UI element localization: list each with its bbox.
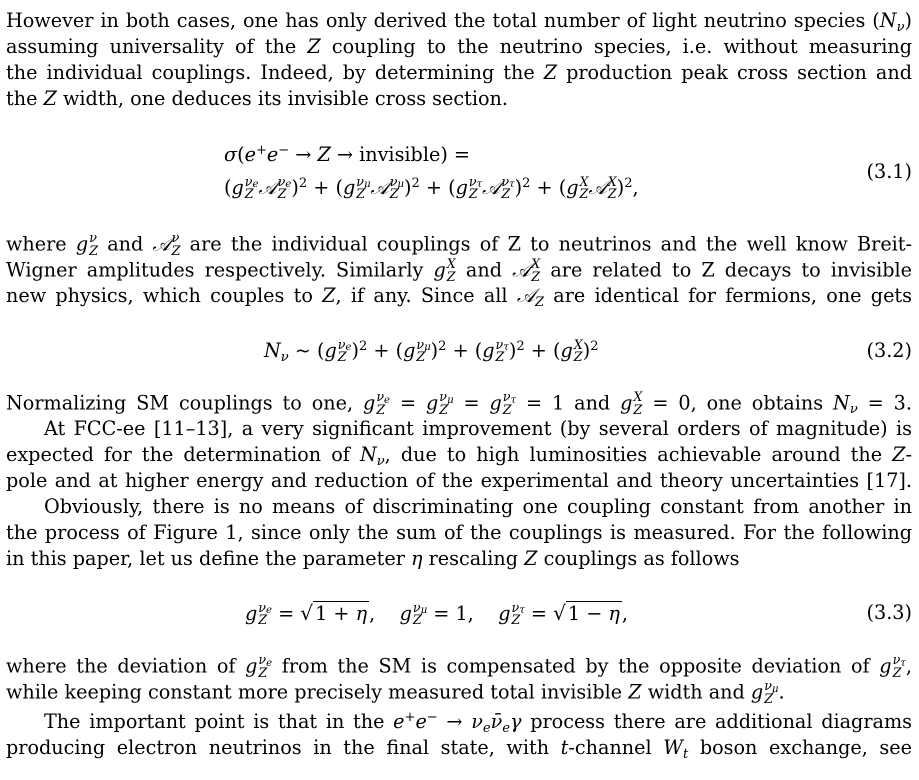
equation-number-3-2: (3.2) bbox=[866, 339, 912, 362]
equation-number-3-3: (3.3) bbox=[866, 601, 912, 624]
text-line: expected for the determination of $N_\nu$, due to high luminosities achievable around the Z- bbox=[6, 443, 912, 469]
text-line: where the deviation of g $\nu_e$ Z from the SM is compensated by the opposite deviation of g $\nu_\tau$ Z , bbox=[6, 652, 912, 681]
text-line: new physics, which couples to Z, if any. Since all 𝒜$_Z$ are identical for fermions, one gets bbox=[6, 284, 912, 310]
text-line: pole and at higher energy and reduction of the experimental and theory uncertainties [17]. bbox=[6, 469, 912, 492]
text-line: assuming universality of the Z coupling to the neutrino species, i.e. without measuring bbox=[6, 35, 912, 58]
equation-3-1-line-1: σ(e+e− → Z → invisible) = bbox=[224, 142, 470, 166]
text-line: while keeping constant more precisely measured total invisible Z width and g $\nu_\mu$ Z . bbox=[6, 678, 785, 707]
text-line: Wigner amplitudes respectively. Similarly g X Z and 𝒜 X Z are related to Z decays to invisible bbox=[6, 256, 912, 285]
equation-3-1-line-2: (g $\nu_e$ Z 𝒜 $\nu_e$ Z )$^2$ + (g $\nu_\mu$ Z 𝒜 $\nu_\mu$ Z )$^2$ + (g $\nu_\tau$ Z 𝒜 $\nu_\tau$ Z )$^2$ + (g X Z 𝒜 X Z )$^2$, bbox=[224, 173, 639, 202]
text-line: The important point is that in the $e^+e^- \to \nu_e\nū_e\gamma$ process there are additional diagrams bbox=[44, 709, 912, 736]
text-line: Normalizing SM couplings to one, g $\nu_e$ Z = g $\nu_\mu$ Z = g $\nu_\tau$ Z = 1 and g X Z = 0, one obtains $N_\nu = 3$. bbox=[6, 389, 912, 418]
text-line: the process of Figure 1, since only the sum of the couplings is measured. For the following bbox=[6, 521, 912, 544]
equation-3-3: g $\nu_e$ Z = √ 1 + η , g $\nu_\mu$ Z = 1, g $\nu_\tau$ Z = √ 1 − η , bbox=[245, 599, 629, 628]
text-line: However in both cases, one has only derived the total number of light neutrino species $(N_\nu)$ bbox=[6, 9, 912, 35]
equation-3-2: $N_\nu$ ∼ (g $\nu_e$ Z )$^2$ + (g $\nu_\mu$ Z )$^2$ + (g $\nu_\tau$ Z )$^2$ + (g X Z )$^2$ bbox=[264, 336, 599, 365]
text-line: the individual couplings. Indeed, by determining the Z production peak cross section and bbox=[6, 61, 912, 84]
text-line: where g ν Z and 𝒜 ν Z are the individual couplings of Z to neutrinos and the well know Breit- bbox=[6, 230, 913, 259]
text-line: producing electron neutrinos in the final state, with t-channel $W_t$ boson exchange, see bbox=[6, 736, 912, 762]
text-line: Obviously, there is no means of discriminating one coupling constant from another in bbox=[44, 495, 912, 518]
text-line: in this paper, let us define the parameter η rescaling Z couplings as follows bbox=[6, 547, 740, 570]
equation-number-3-1: (3.1) bbox=[866, 160, 912, 183]
text-line: At FCC-ee [11–13], a very significant improvement (by several orders of magnitude) is bbox=[44, 417, 912, 440]
text-line: the Z width, one deduces its invisible cross section. bbox=[6, 87, 508, 110]
